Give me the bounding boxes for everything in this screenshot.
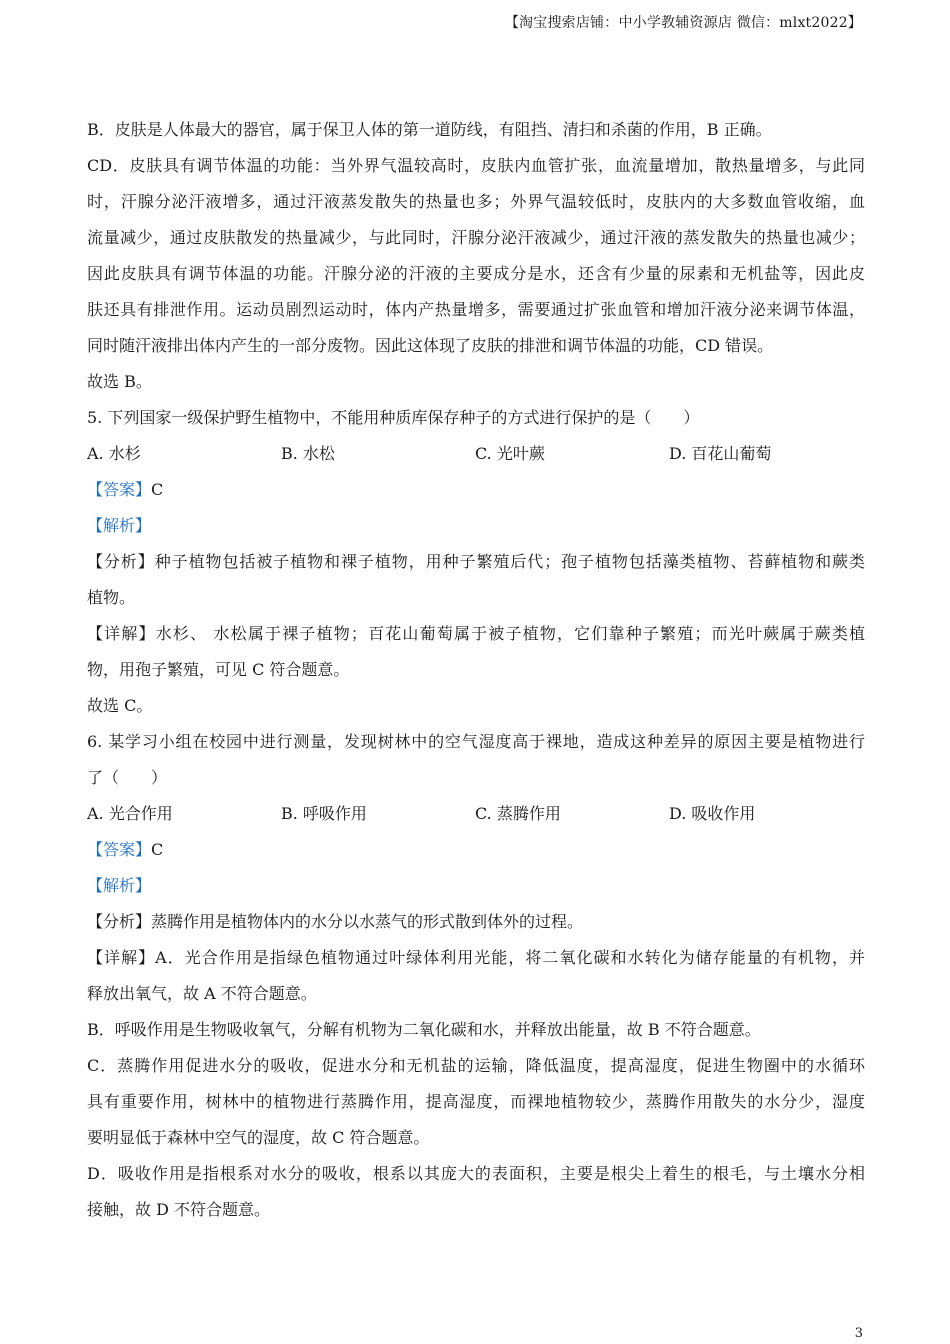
conclusion-line: 故选 B。 xyxy=(87,372,152,391)
text-line: 时，汗腺分泌汗液增多，通过汗液蒸发散失的热量也多；外界气温较低时，皮肤内的大多数血管收缩，血 xyxy=(87,192,865,211)
detail-line: 物，用孢子繁殖，可见 C 符合题意。 xyxy=(87,660,350,679)
page-header-store-info: 【淘宝搜索店铺：中小学教辅资源店 微信：mlxt2022】 xyxy=(504,15,862,31)
analysis-line: 【分析】种子植物包括被子植物和裸子植物，用种子繁殖后代；孢子植物包括藻类植物、苔藓植物和蕨类 xyxy=(87,552,865,571)
text-line: 同时随汗液排出体内产生的一部分废物。因此这体现了皮肤的排泄和调节体温的功能，CD 错误。 xyxy=(87,336,774,355)
text-line: 肤还具有排泄作用。运动员剧烈运动时，体内产热量增多，需要通过扩张血管和增加汗液分泌来调节体温， xyxy=(87,300,865,319)
explanation-label: 【解析】 xyxy=(87,516,152,535)
question-6-options xyxy=(87,796,865,832)
explanation-label: 【解析】 xyxy=(87,876,152,895)
document-body xyxy=(87,112,865,1228)
answer-label: 【答案】 xyxy=(87,840,152,859)
text-line: 流量减少，通过皮肤散发的热量减少，与此同时，汗腺分泌汗液减少，通过汗液的蒸发散失的热量也减少； xyxy=(87,228,865,247)
answer-label: 【答案】 xyxy=(87,480,152,499)
conclusion-line: 故选 C。 xyxy=(87,696,153,715)
detail-line: 要明显低于森林中空气的湿度，故 C 符合题意。 xyxy=(87,1128,430,1147)
option-b: B. 水松 xyxy=(281,444,335,463)
detail-line: 释放出氧气，故 A 不符合题意。 xyxy=(87,984,317,1003)
question-5-stem: 5. 下列国家一级保护野生植物中，不能用种质库保存种子的方式进行保护的是（ ） xyxy=(87,408,700,427)
option-a: A. 水杉 xyxy=(87,444,141,463)
text-line: 因此皮肤具有调节体温的功能。汗腺分泌的汗液的主要成分是水，还含有少量的尿素和无机盐等，因此皮 xyxy=(87,264,865,283)
detail-line: 接触，故 D 不符合题意。 xyxy=(87,1200,271,1219)
page-number: 3 xyxy=(854,1326,863,1341)
detail-line: B．呼吸作用是生物吸收氧气，分解有机物为二氧化碳和水，并释放出能量，故 B 不符合题意。 xyxy=(87,1020,761,1039)
text-line: B．皮肤是人体最大的器官，属于保卫人体的第一道防线，有阻挡、清扫和杀菌的作用，B 正确。 xyxy=(87,120,772,139)
text-line: CD．皮肤具有调节体温的功能：当外界气温较高时，皮肤内血管扩张，血流量增加，散热量增多，与此同 xyxy=(87,156,865,175)
analysis-line: 植物。 xyxy=(87,588,136,607)
answer-value: C xyxy=(151,840,164,859)
option-a: A. 光合作用 xyxy=(87,804,173,823)
analysis-line: 【分析】蒸腾作用是植物体内的水分以水蒸气的形式散到体外的过程。 xyxy=(87,912,584,931)
option-d: D. 百花山葡萄 xyxy=(669,444,772,463)
question-5-answer xyxy=(87,472,865,508)
detail-line: 【详解】A．光合作用是指绿色植物通过叶绿体利用光能，将二氧化碳和水转化为储存能量的有机物，并 xyxy=(87,948,865,967)
question-6-stem: 6. 某学习小组在校园中进行测量，发现树林中的空气湿度高于裸地，造成这种差异的原因主要是植物进行 xyxy=(87,732,865,751)
question-6-stem: 了（ ） xyxy=(87,768,168,787)
option-c: C. 光叶蕨 xyxy=(475,444,545,463)
answer-value: C xyxy=(151,480,164,499)
question-6-answer xyxy=(87,832,865,868)
detail-line: 具有重要作用，树林中的植物进行蒸腾作用，提高湿度，而裸地植物较少，蒸腾作用散失的水分少，湿度 xyxy=(87,1092,865,1111)
option-b: B. 呼吸作用 xyxy=(281,804,367,823)
question-5-options xyxy=(87,436,865,472)
detail-line: C．蒸腾作用促进水分的吸收，促进水分和无机盐的运输，降低温度，提高湿度，促进生物圈中的水循环 xyxy=(87,1056,865,1075)
option-c: C. 蒸腾作用 xyxy=(475,804,561,823)
detail-line: 【详解】水杉、 水松属于裸子植物；百花山葡萄属于被子植物，它们靠种子繁殖；而光叶蕨属于蕨类植 xyxy=(87,624,865,643)
detail-line: D．吸收作用是指根系对水分的吸收，根系以其庞大的表面积，主要是根尖上着生的根毛，与土壤水分相 xyxy=(87,1164,865,1183)
option-d: D. 吸收作用 xyxy=(669,804,756,823)
